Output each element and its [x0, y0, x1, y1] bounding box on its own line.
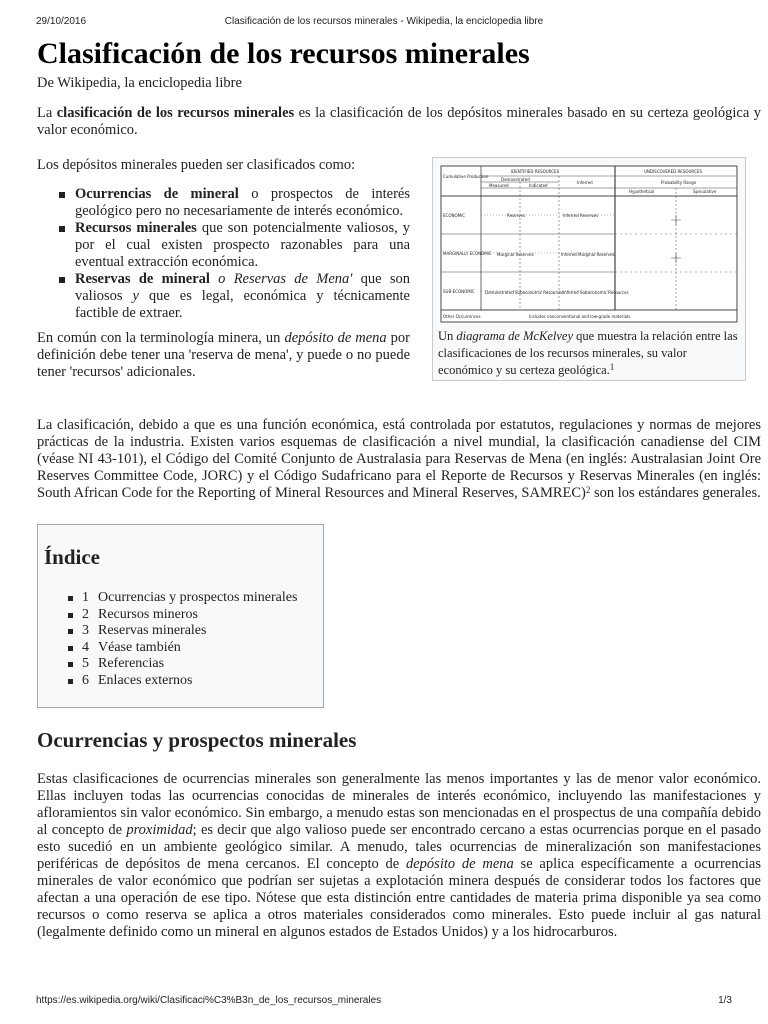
section-heading-ocurrencias: Ocurrencias y prospectos minerales — [37, 728, 357, 752]
toc-item-label: Referencias — [98, 656, 165, 672]
para2-pre: En común con la terminología minera, un — [37, 330, 285, 346]
ore-deposit-link[interactable]: depósito de mena — [284, 330, 387, 346]
toc-list — [82, 590, 297, 690]
diagram-speculative: Speculative — [693, 189, 717, 194]
list-item-text: o prospectos de interés geológico pero no necesariamente de interés económico. — [75, 186, 410, 219]
diagram-hypothetical: Hypothetical — [629, 189, 655, 194]
list-item-text: que son valiosos — [75, 271, 410, 304]
toc-item-label: Reservas minerales — [98, 623, 207, 639]
list-item-text: que es legal, económica y técnicamente factible de extraer. — [75, 288, 410, 321]
article-content — [37, 30, 761, 941]
toc-item-number: 5 — [82, 656, 89, 672]
toc-item-number: 3 — [82, 623, 89, 639]
diagram-inferred: Inferred — [577, 180, 593, 185]
para3-text: La clasificación, debido a que es una función económica, está controlada por estatutos, regulaciones y normas de mejores prácticas de la industria. Existen varios esquemas de clasificación a nivel mundial, la clasificación canadiense del CIM (véase NI 43-101), el Código del Comité Conjunto de Australasia para Reservas de Mena (en inglés: Australasian Joint Ore Reserves Committee Code, JORC) y el Código Sudafricano para el Reporte de Recursos y Reservas Minerales (en inglés: South African Code for the Reporting of Mineral Resources and Mineral Reserves, SAMREC) — [37, 417, 761, 501]
figure-caption — [438, 328, 740, 379]
reference-2[interactable]: 2 — [585, 485, 591, 495]
intro-block — [37, 157, 761, 407]
list-item-text: que son potencialmente valiosos, y por el cual existen prospecto razonables para una eventual extracción económica. — [75, 220, 410, 270]
caption-pre: Un — [438, 329, 457, 343]
diagram-reserves: Reserves — [507, 213, 526, 218]
section-text-c: se aplica específicamente a ocurrencias minerales de valor económico que podrían ser sujetas a explotación minera después de considerar todos los factores que afectan a una operación de ese tipo. Nótese que esta distinción entre cantidades de materia prima disponible ya sea como recursos o como reserva se aplica a otros materiales considerados como minerales. Esto puede incluir al gas natural (legalmente definido como un mineral en algunos estados de Estados Unidos) y a los hidrocarburos. — [37, 856, 762, 940]
diagram-other-occurrences: Other Occurrences — [443, 314, 481, 319]
toc-item[interactable] — [82, 640, 297, 657]
diagram-undiscovered: UNDISCOVERED RESOURCES — [644, 169, 702, 174]
toc-item-label: Recursos mineros — [98, 606, 198, 622]
page-title: Clasificación de los recursos minerales — [37, 37, 530, 70]
toc-item[interactable] — [82, 623, 297, 640]
toc-item[interactable] — [82, 673, 297, 690]
intro-column — [37, 157, 410, 381]
print-page-number: 1/3 — [718, 995, 732, 1006]
section-paragraph — [37, 771, 761, 941]
toc-item-label: Ocurrencias y prospectos minerales — [98, 590, 298, 605]
diagram-inferred-subeconomic: Inferred Subeconomic Resources — [563, 290, 629, 295]
list-item-italic: o Reservas de Mena' — [209, 271, 353, 287]
toc-item[interactable] — [82, 656, 297, 673]
toc-item-label: Véase también — [98, 639, 181, 655]
ore-deposit-paragraph — [37, 330, 410, 381]
toc-item[interactable] — [82, 590, 297, 607]
lead-paragraph — [37, 105, 761, 139]
lead-pre: La — [37, 105, 57, 121]
toc-item-number: 1 — [82, 590, 89, 605]
diagram-indicated: Indicated — [529, 183, 548, 188]
mckelvey-figure — [432, 157, 746, 381]
toc-item-number: 2 — [82, 606, 89, 622]
proximity-link[interactable]: proximidad — [126, 822, 193, 838]
para3-post: son los estándares generales. — [590, 485, 761, 501]
diagram-demonstrated-subeconomic: Demonstrated Subeconomic Resources — [485, 290, 564, 295]
toc-item-number: 6 — [82, 672, 89, 688]
list-item — [75, 220, 410, 271]
lead-bold-term: clasificación de los recursos minerales — [56, 105, 295, 121]
diagram-nonconventional: Includes nonconventional and low-grade materials — [529, 314, 631, 319]
section-text-b: ; es decir que algo valioso puede ser encontrado cercano a estas ocurrencias porque en el pasado esto sucedió en un ambiente geológico similar. A menudo, tales ocurrencias de mineralización son manifestaciones periféricas de depósitos de mena cercanos. El concepto de — [37, 822, 761, 872]
diagram-inferred-reserves: Inferred Reserves — [563, 213, 599, 218]
print-url: https://es.wikipedia.org/wiki/Clasificaci%C3%B3n_de_los_recursos_minerales — [36, 995, 382, 1006]
ore-deposit-link-2[interactable]: depósito de mena — [405, 856, 514, 872]
list-item-bold: Reservas de mineral — [75, 271, 210, 287]
diagram-cumulative-production: Cumulative Production — [443, 174, 489, 179]
diagram-probability-range: Probability Range — [661, 180, 697, 185]
classification-paragraph — [37, 417, 761, 502]
diagram-inferred-marginal-reserves: Inferred Marginal Reserves — [561, 252, 615, 257]
list-item-bold: Ocurrencias de mineral — [75, 186, 239, 202]
diagram-marginally-economic: MARGINALLY ECONOMIC — [443, 251, 492, 256]
diagram-measured: Measured — [489, 183, 509, 188]
print-page-title: Clasificación de los recursos minerales - Wikipedia, la enciclopedia libre — [224, 16, 544, 27]
diagram-marginal-reserves: Marginal Reserves — [497, 252, 534, 257]
list-item-italic: y — [132, 288, 139, 304]
toc-title: Índice — [44, 545, 101, 569]
list-item-bold: Recursos minerales — [75, 220, 197, 236]
page-subtitle: De Wikipedia, la enciclopedia libre — [37, 75, 242, 91]
toc-item[interactable] — [82, 607, 297, 624]
para2-post: por definición debe tener una 'reserva de mena', y puede o no puede tener 'recursos' adicionales. — [37, 330, 410, 380]
lead-post: es la clasificación de los depósitos minerales basado en su certeza geológica y valor económico. — [37, 105, 761, 138]
diagram-sub-economic: SUB-ECONOMIC — [443, 289, 475, 294]
mckelvey-diagram[interactable] — [439, 164, 739, 324]
toc-item-label: Enlaces externos — [98, 672, 193, 688]
diagram-demonstrated: Demonstrated — [501, 177, 530, 182]
list-item — [75, 271, 410, 322]
list-item — [75, 186, 410, 220]
table-of-contents — [37, 524, 324, 708]
intro-text: Los depósitos minerales pueden ser clasificados como: — [37, 157, 356, 173]
diagram-identified: IDENTIFIED RESOURCES — [511, 169, 560, 174]
diagram-economic: ECONOMIC — [443, 213, 466, 218]
caption-post: que muestra la relación entre las clasificaciones de los recursos minerales, su valor económico y su certeza geológica. — [438, 329, 738, 377]
section-text-a: Estas clasificaciones de ocurrencias minerales son generalmente las menos importantes y las de menor valor económico. Ellas incluyen todas las ocurrencias conocidas de minerales de interés económico, incluyendo las manifestaciones y afloramientos sin valor económico. Sin embargo, a menudo estas son mencionadas en el prospectus de una compañía debido al concepto de — [37, 771, 761, 838]
toc-item-number: 4 — [82, 639, 89, 655]
classification-list — [37, 186, 410, 322]
print-date: 29/10/2016 — [36, 16, 87, 27]
caption-reference[interactable]: 1 — [609, 362, 615, 372]
mckelvey-link[interactable]: diagrama de McKelvey — [456, 329, 574, 343]
